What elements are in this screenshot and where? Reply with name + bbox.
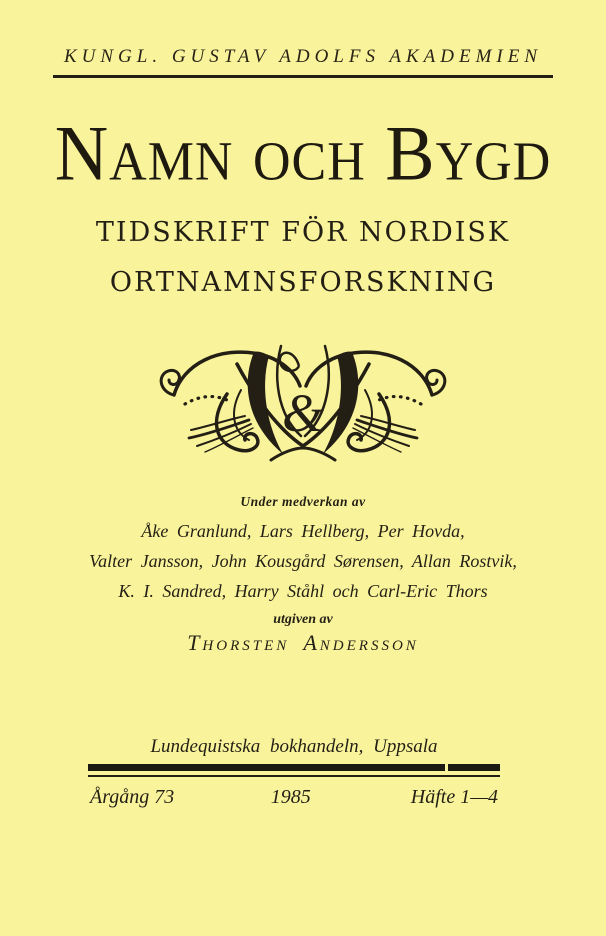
journal-subtitle [0, 208, 606, 308]
contributors-line-2: Valter Jansson, John Kousgård Sørensen, Allan Rostvik, [89, 551, 517, 571]
volume-label: Årgång 73 [90, 786, 175, 808]
header-rule [53, 75, 553, 78]
editor-intro: utgiven av [273, 612, 333, 627]
contributors-intro: Under medverkan av [240, 494, 366, 509]
footer-block [88, 736, 500, 809]
contributors-line-1: Åke Granlund, Lars Hellberg, Per Hovda, [141, 521, 465, 541]
contributors-list [0, 516, 606, 606]
emblem-ampersand: & [281, 383, 325, 443]
journal-title: Namn och Bygd [54, 110, 552, 198]
issue-info-row [88, 786, 500, 809]
academy-name: KUNGL. GUSTAV ADOLFS AKADEMIEN [63, 46, 543, 67]
subtitle-line-1: TIDSKRIFT FÖR NORDISK [95, 217, 511, 248]
editor-name: Thorsten Andersson [187, 630, 419, 655]
footer-rule-thick [88, 764, 500, 771]
nb-monogram-emblem [153, 332, 453, 468]
issue-label: Häfte 1—4 [410, 786, 498, 808]
contributors-line-3: K. I. Sandred, Harry Ståhl och Carl-Eric Thors [118, 581, 488, 601]
subtitle-line-2: ORTNAMNSFORSKNING [109, 267, 497, 298]
publisher-imprint: Lundequistska bokhandeln, Uppsala [150, 736, 438, 757]
footer-rule-thin [88, 775, 500, 777]
year-label: 1985 [270, 786, 311, 808]
